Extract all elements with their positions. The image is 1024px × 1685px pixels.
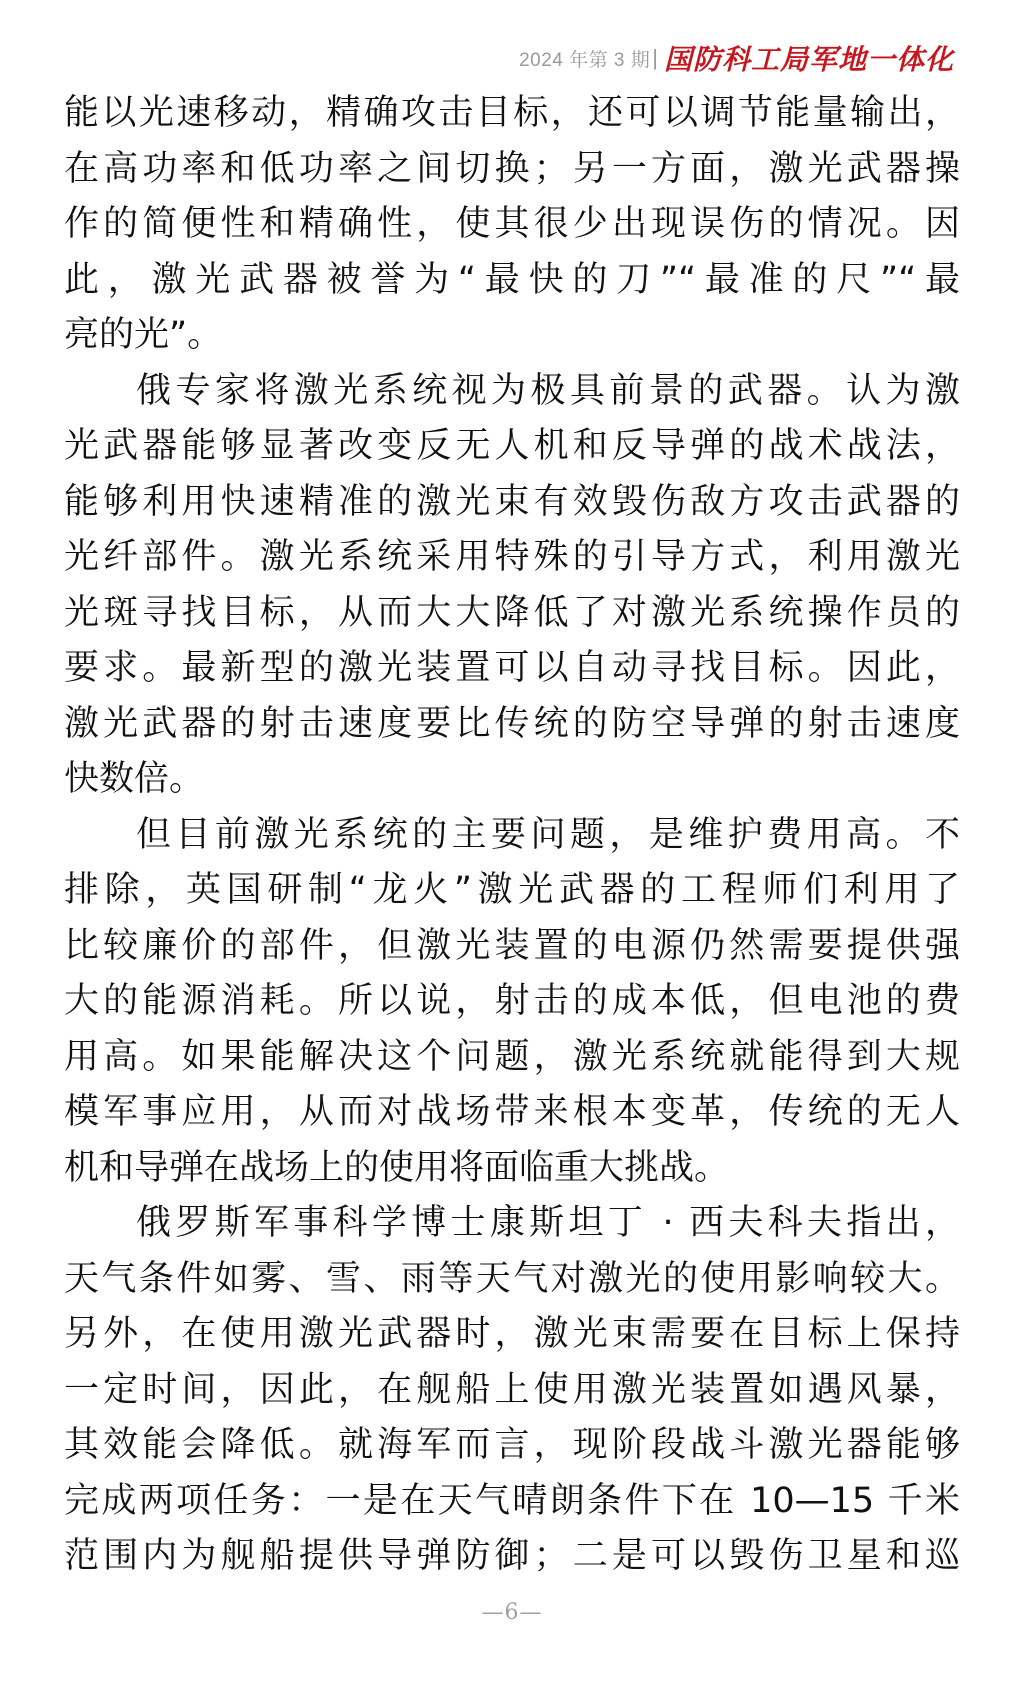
text-line: 大的能源消耗。所以说，射击的成本低，但电池的费 (64, 981, 960, 1021)
text-line: 亮的光”。 (64, 315, 223, 355)
text-line: 其效能会降低。就海军而言，现阶段战斗激光器能够 (64, 1425, 960, 1465)
text-line: 俄罗斯军事科学博士康斯坦丁 · 西夫科夫指出， (136, 1203, 960, 1243)
text-line: 能以光速移动，精确攻击目标，还可以调节能量输出， (64, 93, 960, 133)
text-line: 作的简便性和精确性，使其很少出现误伤的情况。因 (64, 204, 960, 244)
journal-masthead: 国防科工局军地一体化 (663, 43, 954, 76)
text-line: 光武器能够显著改变反无人机和反导弹的战术战法， (64, 426, 960, 466)
text-line: 俄专家将激光系统视为极具前景的武器。认为激 (136, 370, 960, 411)
text-line: 完成两项任务：一是在天气晴朗条件下在 10—15 千米 (64, 1480, 960, 1521)
text-line: 但目前激光系统的主要问题，是维护费用高。不 (136, 814, 960, 855)
text-line: 此，激光武器被誉为“最快的刀”“最准的尺”“最 (64, 259, 960, 300)
text-line: 模军事应用，从而对战场带来根本变革，传统的无人 (64, 1092, 960, 1132)
text-line: 比较廉价的部件，但激光装置的电源仍然需要提供强 (64, 925, 960, 966)
text-line: 机和导弹在战场上的使用将面临重大挑战。 (64, 1147, 730, 1188)
text-line: 一定时间，因此，在舰船上使用激光装置如遇风暴， (64, 1369, 960, 1410)
text-line: 光纤部件。激光系统采用特殊的引导方式，利用激光 (64, 537, 960, 577)
page-number: —6— (481, 1600, 543, 1625)
text-line: 激光武器的射击速度要比传统的防空导弹的射击速度 (64, 703, 960, 744)
text-line: 能够利用快速精准的激光束有效毁伤敌方攻击武器的 (64, 481, 960, 522)
text-line: 在高功率和低功率之间切换；另一方面，激光武器操 (64, 148, 960, 189)
text-line: 用高。如果能解决这个问题，激光系统就能得到大规 (64, 1036, 960, 1077)
article-body (64, 86, 960, 1585)
header-separator: | (652, 45, 658, 70)
page-header (519, 36, 954, 80)
text-line: 排除，英国研制“龙火”激光武器的工程师们利用了 (64, 870, 960, 910)
text-line: 另外，在使用激光武器时，激光束需要在目标上保持 (64, 1314, 960, 1354)
text-line: 天气条件如雾、雪、雨等天气对激光的使用影响较大。 (64, 1258, 960, 1299)
text-line: 光斑寻找目标，从而大大降低了对激光系统操作员的 (64, 592, 960, 633)
text-line: 要求。最新型的激光装置可以自动寻找目标。因此， (64, 648, 960, 688)
text-line: 范围内为舰船提供导弹防御；二是可以毁伤卫星和巡 (64, 1536, 960, 1576)
text-line: 快数倍。 (64, 759, 205, 799)
issue-label: 2024 年第 3 期 (519, 49, 651, 71)
